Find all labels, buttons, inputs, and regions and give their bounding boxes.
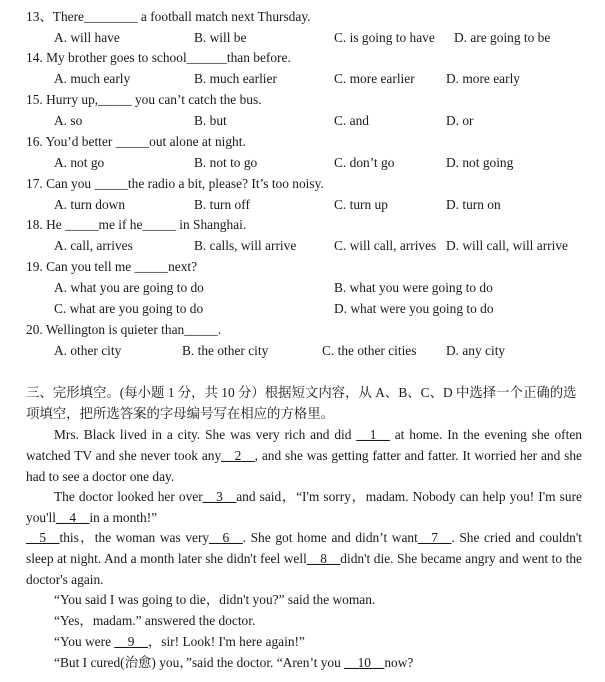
option-c: C. and (334, 113, 369, 128)
question-text: . (217, 322, 222, 337)
option-a: A. call, arrives (54, 238, 133, 253)
section-title: 三、完形填空。(每小题 1 分，共 10 分）根据短文内容，从 A、B、C、D 中选择一个正确的选项填空，把所选答案的字母编号写在相应的方格里。 (26, 385, 577, 421)
option-a: A. much early (54, 71, 131, 86)
question-text: 14. My brother goes to school (26, 50, 187, 65)
passage-line: “Yes，madam.” answered the doctor. (54, 613, 256, 628)
option-a: A. what you are going to do (54, 280, 204, 295)
passage-text: . She cried and couldn't sleep at night. And a month later she didn't feel well (26, 530, 582, 566)
passage-line (26, 653, 582, 674)
option-b: B. not to go (194, 155, 258, 170)
answer-blank: _____ (134, 259, 169, 274)
passage-text: didn't die. She became angry and went to the doctor's again. (26, 550, 582, 587)
question-text: 16. You’d better (26, 134, 116, 149)
answer-blank: _____ (94, 176, 128, 191)
option-c: C. more earlier (334, 71, 415, 86)
option-d: D. what were you going to do (334, 301, 494, 316)
option-a: A. not go (54, 155, 105, 170)
cloze-blank-4: __4__ (55, 509, 90, 525)
cloze-blank-5: __5__ (26, 530, 60, 545)
question-20 (26, 320, 221, 341)
option-a: A. so (54, 113, 83, 128)
option-b: B. the other city (182, 343, 269, 358)
passage-text: this，the woman was very (59, 530, 210, 545)
option-c: C. will call, arrives (334, 238, 437, 253)
option-d: D. more early (446, 71, 520, 86)
option-a: A. will have (54, 30, 120, 45)
question-text: a football match next Thursday. (137, 9, 311, 24)
option-b: B. but (194, 113, 227, 128)
question-text: 19. Can you tell me (26, 259, 135, 274)
answer-blank: _____ (142, 217, 176, 232)
option-a: A. turn down (54, 197, 126, 212)
option-d: D. or (446, 113, 474, 128)
question-text: 13、There (26, 9, 85, 24)
answer-blank: _____ (115, 134, 150, 149)
question-text: 20. Wellington is quieter than (26, 322, 185, 337)
question-18 (26, 215, 246, 236)
question-text: me if he (98, 217, 143, 232)
question-text: 17. Can you (26, 176, 95, 191)
answer-blank: _____ (65, 217, 99, 232)
option-c: C. turn up (334, 197, 388, 212)
passage-text: now? (384, 655, 414, 670)
cloze-blank-10: __10__ (344, 655, 385, 670)
cloze-blank-7: __7__ (417, 530, 452, 545)
question-text: out alone at night. (149, 134, 246, 149)
answer-blank: _____ (184, 322, 218, 337)
passage-line: “You said I was going to die，didn't you?” said the woman. (54, 592, 376, 607)
cloze-blank-9: __9__ (114, 634, 148, 649)
option-b: B. calls, will arrive (194, 238, 297, 253)
passage-paragraph (26, 425, 582, 487)
option-c: C. what are you going to do (54, 301, 204, 316)
option-d: D. turn on (446, 197, 501, 212)
answer-blank: _____ (98, 92, 132, 107)
question-14 (26, 48, 291, 69)
question-15 (26, 90, 262, 111)
question-17 (26, 174, 324, 195)
passage-text: at home. In the evening she often watched TV and she never took any (26, 427, 582, 463)
passage-text: “But I cured(治愈) you，”said the doctor. “Aren’t you (54, 655, 345, 670)
option-c: C. the other cities (322, 343, 417, 358)
passage-paragraph (26, 528, 582, 590)
question-text: 18. He (26, 217, 66, 232)
passage-text: Mrs. Black lived in a city. She was very rich and did (54, 427, 357, 442)
passage-line (26, 632, 582, 653)
question-text: you can’t catch the bus. (131, 92, 262, 107)
option-d: D. will call, will arrive (446, 238, 568, 253)
option-d: D. any city (446, 343, 506, 358)
option-c: C. is going to have (334, 30, 435, 45)
passage-text: “You were (54, 634, 115, 649)
question-text: than before. (226, 50, 291, 65)
answer-blank: ________ (84, 9, 138, 24)
passage-text: in a month!” (89, 509, 158, 525)
question-19 (26, 257, 197, 278)
question-16 (26, 132, 246, 153)
passage-text: and said，“I'm sorry，madam. Nobody can help you! I'm sure you'll (26, 489, 582, 525)
cloze-blank-3: __3__ (202, 489, 237, 504)
option-b: B. will be (194, 30, 247, 45)
option-b: B. what you were going to do (334, 280, 493, 295)
option-b: B. turn off (194, 197, 250, 212)
option-d: D. not going (446, 155, 514, 170)
passage-text: The doctor looked her over (54, 489, 203, 504)
answer-blank: ______ (186, 50, 227, 65)
question-text: next? (168, 259, 198, 274)
question-text: 15. Hurry up, (26, 92, 99, 107)
cloze-blank-6: __6__ (209, 530, 243, 545)
passage-text: , and she was getting fatter and fatter. It worried her and she had to see a doctor one day. (26, 447, 582, 484)
passage-text: . She got home and didn’t want (242, 530, 418, 545)
cloze-blank-2: __2__ (221, 447, 255, 463)
passage-text: ，sir! Look! I'm here again!” (147, 634, 305, 649)
cloze-blank-8: __8__ (306, 550, 341, 566)
cloze-blank-1: __1__ (356, 427, 390, 442)
passage-paragraph (26, 487, 582, 529)
option-a: A. other city (54, 343, 122, 358)
question-text: the radio a bit, please? It’s too noisy. (127, 176, 324, 191)
option-c: C. don’t go (334, 155, 395, 170)
question-13 (26, 7, 311, 28)
question-text: in Shanghai. (175, 217, 247, 232)
option-d: D. are going to be (454, 30, 551, 45)
option-b: B. much earlier (194, 71, 277, 86)
